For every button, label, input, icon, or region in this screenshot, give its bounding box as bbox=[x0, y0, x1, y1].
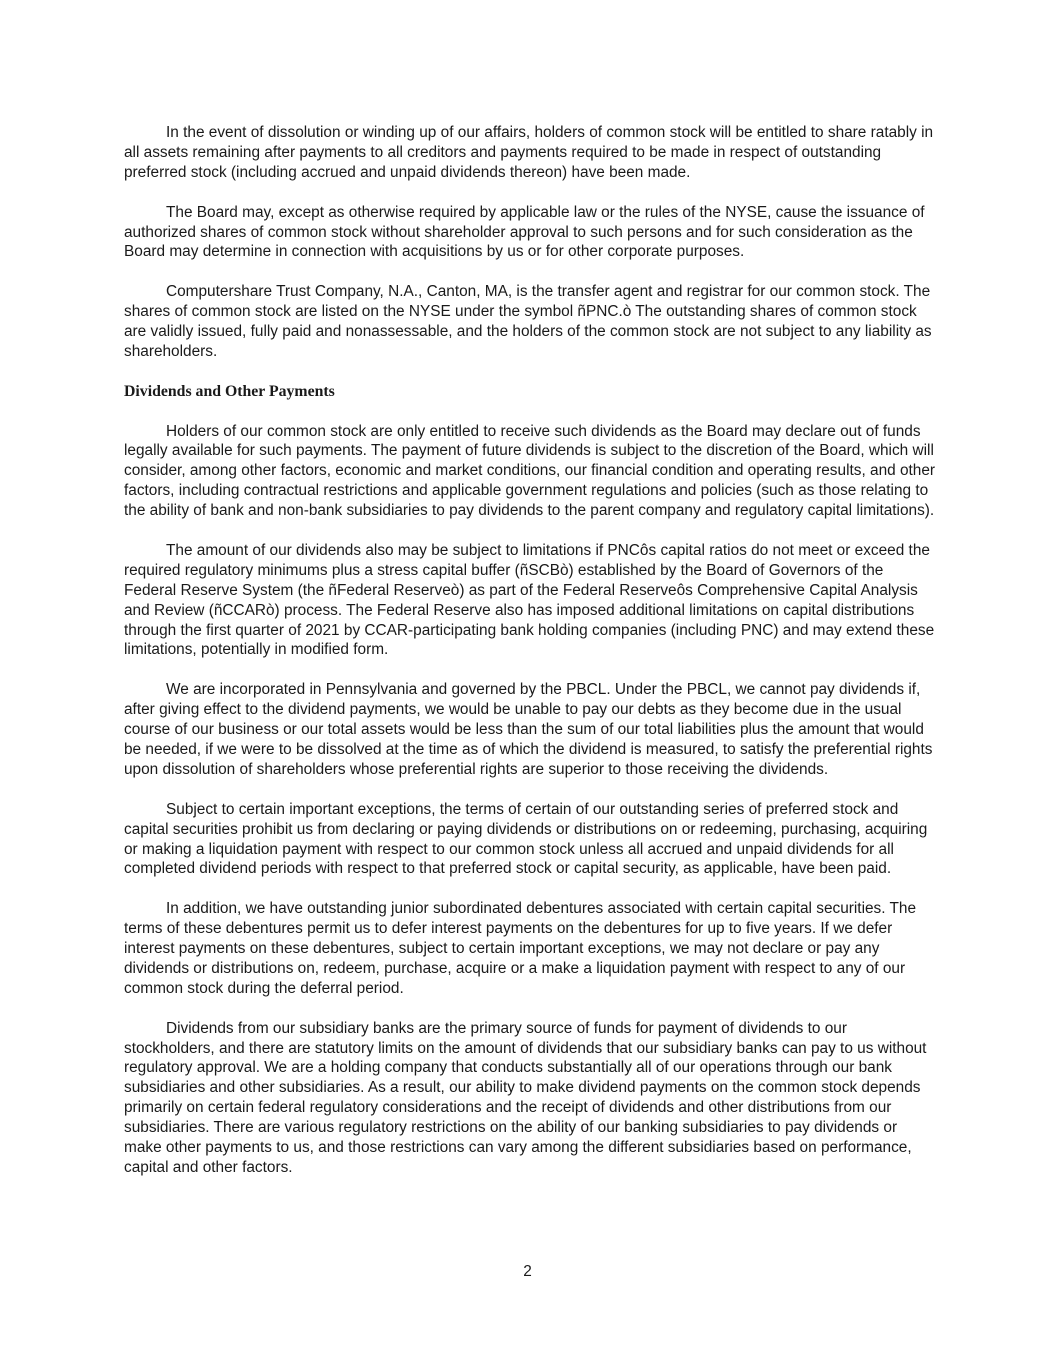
section-heading: Dividends and Other Payments bbox=[124, 382, 335, 400]
paragraph-capital-limitations: The amount of our dividends also may be subject to limitations if PNCôs capital ratios do not meet or exceed the required regulatory minimums plus a stress capital buffer (ñSCBò) established by the Board of Governors of the Federal Reserve System (the ñFederal Reserveò) as part of the Federal Reserveôs Comprehensive Capital Analysis and Review (ñCCARò) process. The Federal Reserve also has imposed additional limitations on capital distributions through the first quarter of 2021 by CCAR-participating bank holding companies (including PNC) and may extend these limitations, potentially in modified form. bbox=[124, 541, 935, 659]
paragraph-subsidiary-banks: Dividends from our subsidiary banks are the primary source of funds for payment of dividends to our stockholders, and there are statutory limits on the amount of dividends that our subsidiary banks can pay to us without regulatory approval. We are a holding company that conducts substantially all of our operations through our bank subsidiaries and other subsidiaries. As a result, our ability to make dividend payments on the common stock depends primarily on certain federal regulatory considerations and the receipt of dividends and other distributions from our subsidiaries. There are various regulatory restrictions on the ability of our banking subsidiaries to pay dividends or make other payments to us, and those restrictions can vary among the different subsidiaries based on performance, capital and other factors. bbox=[124, 1019, 927, 1176]
paragraph-pbcl: We are incorporated in Pennsylvania and governed by the PBCL. Under the PBCL, we cannot pay dividends if, after giving effect to the dividend payments, we would be unable to pay our debts as they become due in the usual course of our business or our total assets would be less than the sum of our total liabilities plus the amount that would be needed, if we were to be dissolved at the time as of which the dividend is measured, to satisfy the preferential rights upon dissolution of shareholders whose preferential rights are superior to those receiving the dividends. bbox=[124, 681, 933, 778]
paragraph-board-issuance: The Board may, except as otherwise required by applicable law or the rules of the NYSE, cause the issuance of authorized shares of common stock without shareholder approval to such persons and for such consideration as the Board may determine in connection with acquisitions by us or for other corporate purposes. bbox=[124, 203, 925, 261]
paragraph-preferred-stock-terms: Subject to certain important exceptions, the terms of certain of our outstanding series of preferred stock and capital securities prohibit us from declaring or paying dividends or distributions on or redeeming, purchasing, acquiring or making a liquidation payment with respect to our common stock unless all accrued and unpaid dividends for all completed dividend periods with respect to that preferred stock or capital security, as applicable, have been paid. bbox=[124, 800, 928, 878]
document-page bbox=[124, 123, 936, 1198]
paragraph-junior-debentures: In addition, we have outstanding junior subordinated debentures associated with certain capital securities. The terms of these debentures permit us to defer interest payments on the debentures for up to five years. If we defer interest payments on these debentures, subject to certain important exceptions, we may not declare or pay any dividends or distributions on, redeem, purchase, acquire or a make a liquidation payment with respect to any of our common stock during the deferral period. bbox=[124, 900, 917, 997]
paragraph-dissolution: In the event of dissolution or winding up of our affairs, holders of common stock will be entitled to share ratably in all assets remaining after payments to all creditors and payments required to be made in respect of outstanding preferred stock (including accrued and unpaid dividends thereon) have been made. bbox=[124, 124, 934, 181]
paragraph-dividend-entitlement: Holders of our common stock are only entitled to receive such dividends as the Board may declare out of funds legally available for such payments. The payment of future dividends is subject to the discretion of the Board, which will consider, among other factors, economic and market conditions, our financial condition and operating results, and other factors, including contractual restrictions and applicable government regulations and policies (such as those relating to the ability of bank and non-bank subsidiaries to pay dividends to the parent company and regulatory capital limitations). bbox=[124, 422, 936, 520]
page-number: 2 bbox=[523, 1263, 532, 1280]
paragraph-transfer-agent: Computershare Trust Company, N.A., Canton, MA, is the transfer agent and registrar for our common stock. The shares of common stock are listed on the NYSE under the symbol ñPNC.ò The outstanding shares of common stock are validly issued, fully paid and nonassessable, and the holders of the common stock are not subject to any liability as shareholders. bbox=[124, 283, 932, 360]
